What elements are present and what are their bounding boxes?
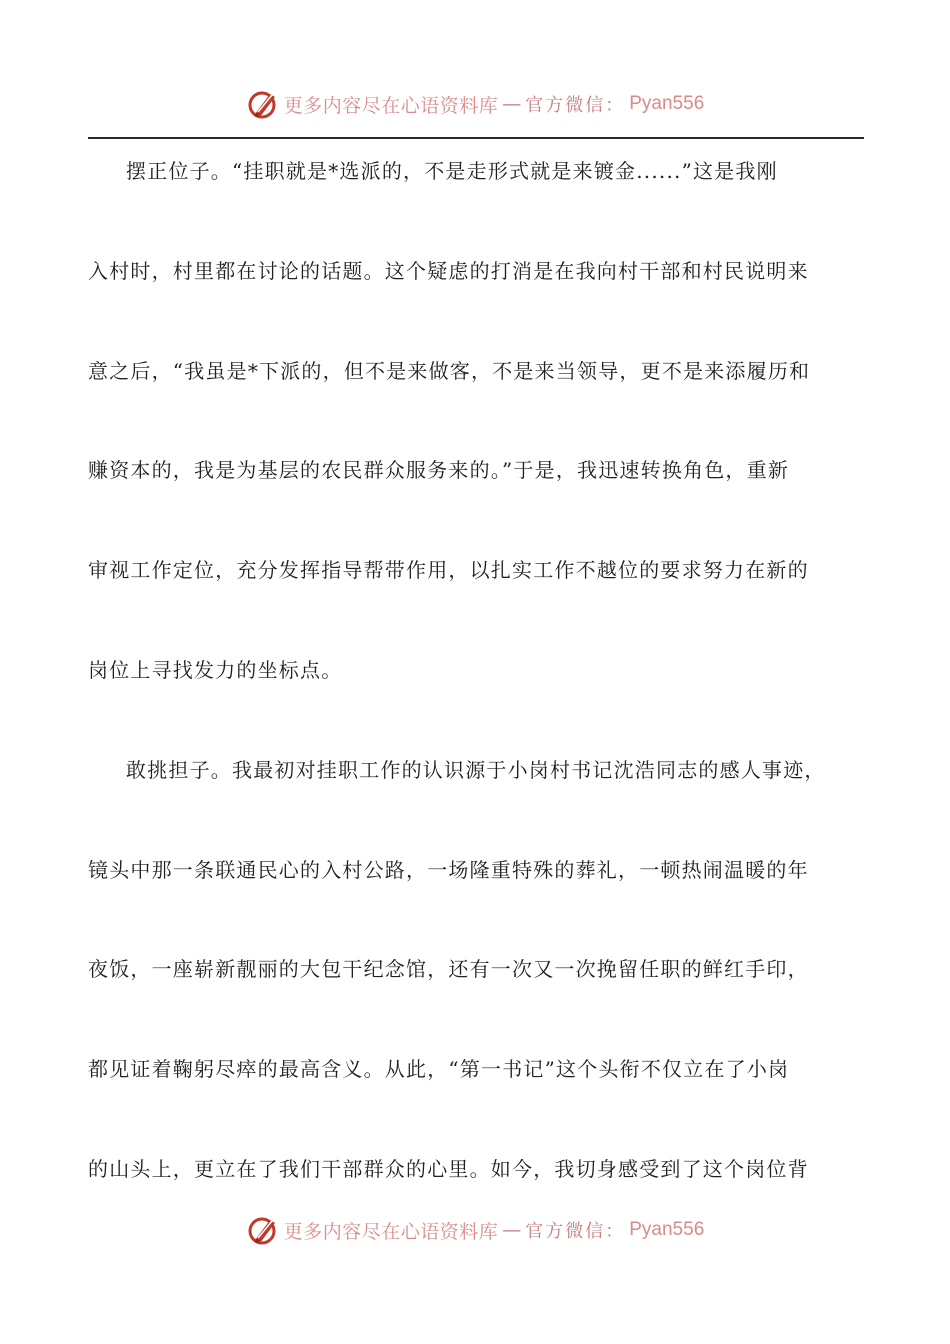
paragraph-line: 夜饭，一座崭新靓丽的大包干纪念馆，还有一次又一次挽留任职的鲜红手印，	[88, 957, 809, 982]
pen-in-circle-logo-icon	[246, 87, 280, 121]
paragraph-line: 入村时，村里都在讨论的话题。这个疑虑的打消是在我向村干部和村民说明来	[88, 258, 809, 283]
paragraph-line: 镜头中那一条联通民心的入村公路，一场隆重特殊的葬礼，一顿热闹温暖的年	[88, 857, 809, 882]
paragraph-line: 都见证着鞠躬尽瘁的最高含义。从此，“第一书记”这个头衔不仅立在了小岗	[88, 1057, 790, 1082]
paragraph-line: 审视工作定位，充分发挥指导帮带作用，以扎实工作不越位的要求努力在新的	[88, 558, 809, 583]
document-body	[88, 148, 864, 1246]
banner-wechat-id: Pyan556	[629, 93, 705, 114]
banner-wechat-id: Pyan556	[629, 1219, 705, 1240]
header-banner	[0, 82, 950, 126]
paragraph-line: 摆正位子。“挂职就是*选派的，不是走形式就是来镀金......”这是我刚	[126, 159, 778, 183]
paragraph-line: 岗位上寻找发力的坐标点。	[88, 657, 343, 682]
paragraph-line: 的山头上，更立在了我们干部群众的心里。如今，我切身感受到了这个岗位背	[88, 1156, 809, 1181]
paragraph-line: 赚资本的，我是为基层的农民群众服务来的。”于是，我迅速转换角色，重新	[88, 458, 790, 483]
pen-in-circle-logo-icon	[246, 1213, 280, 1247]
banner-wechat-label: 官方微信：	[525, 1221, 626, 1242]
footer-banner	[0, 1208, 950, 1252]
paragraph-line: 敢挑担子。我最初对挂职工作的认识源于小岗村书记沈浩同志的感人事迹，	[126, 757, 826, 782]
banner-separator: —	[502, 93, 522, 115]
header-divider	[88, 137, 864, 139]
banner-wechat-label: 官方微信：	[525, 95, 626, 116]
banner-title: 更多内容尽在心语资料库	[283, 1220, 499, 1243]
paragraph-line: 意之后，“我虽是*下派的，但不是来做客，不是来当领导，更不是来添履历和	[88, 358, 811, 383]
banner-separator: —	[502, 1219, 522, 1241]
banner-title: 更多内容尽在心语资料库	[283, 94, 499, 117]
